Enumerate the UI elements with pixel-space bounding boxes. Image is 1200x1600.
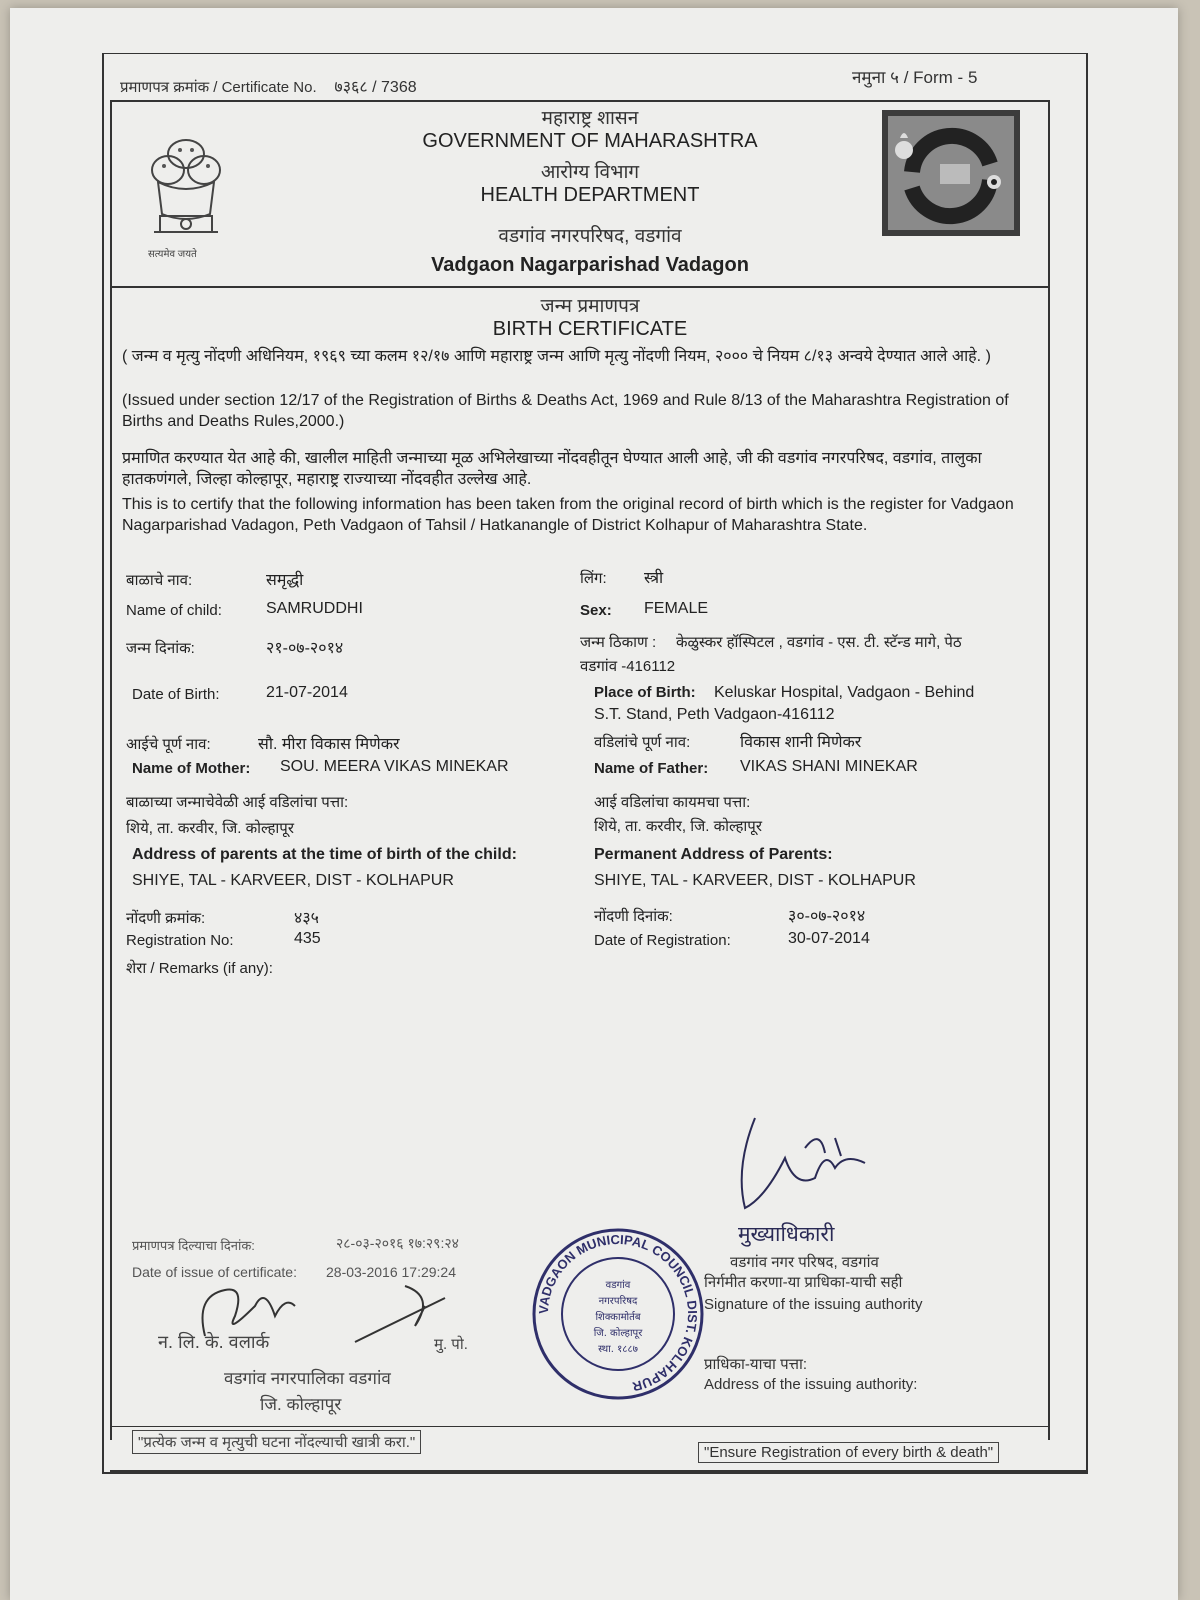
mu-po-marathi: मु. पो. xyxy=(434,1336,468,1353)
child-name-label: Name of child: xyxy=(126,602,222,619)
father: VIKAS SHANI MINEKAR xyxy=(740,758,918,775)
certificate-number xyxy=(120,75,417,97)
header-rule-top xyxy=(110,100,1050,102)
permanent-address: SHIYE, TAL - KARVEER, DIST - KOLHAPUR xyxy=(594,872,916,889)
form-number: नमुना ५ / Form - 5 xyxy=(852,68,978,87)
certificate-title-marathi: जन्म प्रमाणपत्र xyxy=(540,296,640,317)
certify-statement-marathi: प्रमाणित करण्यात येत आहे की, खालील माहिती जन्माच्या मूळ अभिलेखाच्या नोंदवहीतून घेण्यात आली आहे, जी की वडगांव नगरपरिषद, वडगांव, तालुका हातकणंगले, जिल्हा कोल्हापूर, महाराष्ट्र राज्याच्या नोंदवहीत उल्लेख आहे. xyxy=(122,450,982,488)
issue-date-label: Date of issue of certificate: xyxy=(132,1264,297,1280)
clerk-office-marathi: वडगांव नगरपालिका वडगांव xyxy=(224,1369,391,1388)
footer-slogan-marathi: "प्रत्येक जन्म व मृत्युची घटना नोंदल्याची खात्री करा." xyxy=(132,1430,421,1454)
permanent-address-marathi: शिये, ता. करवीर, जि. कोल्हापूर xyxy=(594,818,762,835)
father-label: Name of Father: xyxy=(594,760,709,777)
sex-label: Sex: xyxy=(580,602,612,619)
authority-address-marathi: प्राधिका-याचा पत्ता: xyxy=(704,1356,808,1373)
seal-line-3: शिक्कामोर्तब xyxy=(595,1312,641,1323)
registration-no: 435 xyxy=(294,930,321,947)
seal-line-4: जि. कोल्हापूर xyxy=(593,1328,643,1339)
authority-title-marathi: मुख्याधिकारी xyxy=(738,1223,835,1246)
birth-address: SHIYE, TAL - KARVEER, DIST - KOLHAPUR xyxy=(132,872,454,889)
certificate-sheet xyxy=(10,8,1178,1600)
seal-ring-text: VADGAON MUNICIPAL COUNCIL DIST. KOLHAPUR xyxy=(535,1231,701,1395)
pob-marathi-label: जन्म ठिकाण : xyxy=(580,634,657,651)
pob-marathi-line2: वडगांव -416112 xyxy=(580,658,676,675)
dob-marathi: २१-०७-२०१४ xyxy=(266,640,344,657)
footer-slogan: "Ensure Registration of every birth & death" xyxy=(698,1442,999,1463)
issue-date-marathi-label: प्रमाणपत्र दिल्याचा दिनांक: xyxy=(132,1238,255,1253)
birth-address-marathi: शिये, ता. करवीर, जि. कोल्हापूर xyxy=(126,820,294,837)
clerk-marathi: न. लि. के. वलार्क xyxy=(158,1332,270,1352)
authority-address-label: Address of the issuing authority: xyxy=(704,1376,918,1393)
birth-address-marathi-label: बाळाच्या जन्माचेवेळी आई वडिलांचा पत्ता: xyxy=(126,794,349,811)
seal-line-2: नगरपरिषद xyxy=(598,1296,638,1307)
permanent-address-marathi-label: आई वडिलांचा कायमचा पत्ता: xyxy=(594,794,751,811)
father-marathi: विकास शानी मिणेकर xyxy=(740,734,862,751)
government-title-marathi: महाराष्ट्र शासन xyxy=(541,108,639,129)
child-name: SAMRUDDHI xyxy=(266,600,363,617)
child-name-marathi-label: बाळाचे नाव: xyxy=(126,572,193,589)
registration-date-marathi-label: नोंदणी दिनांक: xyxy=(594,908,673,925)
mother-label: Name of Mother: xyxy=(132,760,251,777)
registration-no-marathi: ४३५ xyxy=(294,910,319,927)
mother: SOU. MEERA VIKAS MINEKAR xyxy=(280,758,509,775)
seal-line-1: वडगांव xyxy=(605,1280,631,1291)
municipal-seal-icon xyxy=(530,1226,706,1402)
government-title: GOVERNMENT OF MAHARASHTRA xyxy=(422,130,758,152)
certify-statement: This is to certify that the following information has been taken from the original record of birth which is the register for Vadgaon Nagarparishad Vadagon, Peth Vadgaon of Tahsil / Hatkanangle of District Kolhapur of Maharashtra State. xyxy=(122,496,1014,534)
certificate-number-value: ७३६८ / 7368 xyxy=(334,79,417,96)
council-name: Vadgaon Nagarparishad Vadagon xyxy=(431,254,749,276)
pob-label: Place of Birth: xyxy=(594,684,696,701)
certificate-number-label: प्रमाणपत्र क्रमांक / Certificate No. xyxy=(120,79,317,96)
registration-no-marathi-label: नोंदणी क्रमांक: xyxy=(126,910,206,927)
dob-label: Date of Birth: xyxy=(132,686,220,703)
remarks-label: शेरा / Remarks (if any): xyxy=(126,960,273,977)
sex-marathi: स्त्री xyxy=(644,570,664,587)
birth-address-label: Address of parents at the time of birth of the child: xyxy=(132,846,517,863)
certificate-title: BIRTH CERTIFICATE xyxy=(492,318,688,340)
department-title: HEALTH DEPARTMENT xyxy=(480,184,700,206)
emblem-caption: सत्यमेव जयते xyxy=(148,249,197,260)
header-rule-bottom xyxy=(110,286,1050,288)
department-title-marathi: आरोग्य विभाग xyxy=(540,162,640,183)
father-marathi-label: वडिलांचे पूर्ण नाव: xyxy=(594,734,691,751)
authority-office-marathi: वडगांव नगर परिषद, वडगांव xyxy=(730,1254,879,1271)
national-emblem-icon xyxy=(144,132,228,260)
pob-line2: S.T. Stand, Peth Vadgaon-416112 xyxy=(594,706,835,723)
registration-date-marathi: ३०-०७-२०१४ xyxy=(788,908,866,925)
mother-marathi: सौ. मीरा विकास मिणेकर xyxy=(258,736,400,753)
registration-date-label: Date of Registration: xyxy=(594,932,731,949)
clerk-district-marathi: जि. कोल्हापूर xyxy=(260,1395,342,1414)
pob-marathi-line1: केळुस्कर हॉस्पिटल , वडगांव - एस. टी. स्टॅन्ड मागे, पेठ xyxy=(676,634,962,651)
inner-left-rule xyxy=(110,100,112,1440)
council-name-marathi: वडगांव नगरपरिषद, वडगांव xyxy=(498,226,682,247)
footer-rule-bottom xyxy=(110,1470,1086,1472)
registration-date: 30-07-2014 xyxy=(788,930,870,947)
municipal-logo-icon xyxy=(882,110,1020,236)
permanent-address-label: Permanent Address of Parents: xyxy=(594,846,833,863)
footer-rule xyxy=(110,1426,1050,1427)
issued-under: (Issued under section 12/17 of the Registration of Births & Deaths Act, 1969 and Rule 8/13 of the Maharashtra Registration of Births and Deaths Rules,2000.) xyxy=(122,392,1009,430)
issue-date-marathi: २८-०३-२०१६ १७:२९:२४ xyxy=(336,1235,459,1251)
dob-marathi-label: जन्म दिनांक: xyxy=(126,640,195,657)
sex: FEMALE xyxy=(644,600,709,617)
authority-signature-icon xyxy=(725,1108,885,1238)
issued-under-marathi: ( जन्म व मृत्यु नोंदणी अधिनियम, १९६९ च्या कलम १२/१७ आणि महाराष्ट्र जन्म आणि मृत्यु नोंदणी नियम, २००० चे नियम ८/१३ अन्वये देण्यात आले आहे. ) xyxy=(122,348,991,365)
sex-marathi-label: लिंग: xyxy=(580,570,607,587)
dob: 21-07-2014 xyxy=(266,684,348,701)
signature-label: Signature of the issuing authority xyxy=(704,1296,923,1313)
issuer-marathi: निर्गमीत करणा-या प्राधिका-याची सही xyxy=(704,1274,903,1291)
pob-line1: Keluskar Hospital, Vadgaon - Behind xyxy=(714,684,975,701)
issue-date: 28-03-2016 17:29:24 xyxy=(326,1264,456,1280)
child-name-marathi: समृद्धी xyxy=(266,572,304,589)
mother-marathi-label: आईचे पूर्ण नाव: xyxy=(126,736,211,753)
inner-right-rule xyxy=(1048,100,1050,1440)
seal-line-5: स्था. १८८७ xyxy=(598,1344,638,1355)
registration-no-label: Registration No: xyxy=(126,932,234,949)
